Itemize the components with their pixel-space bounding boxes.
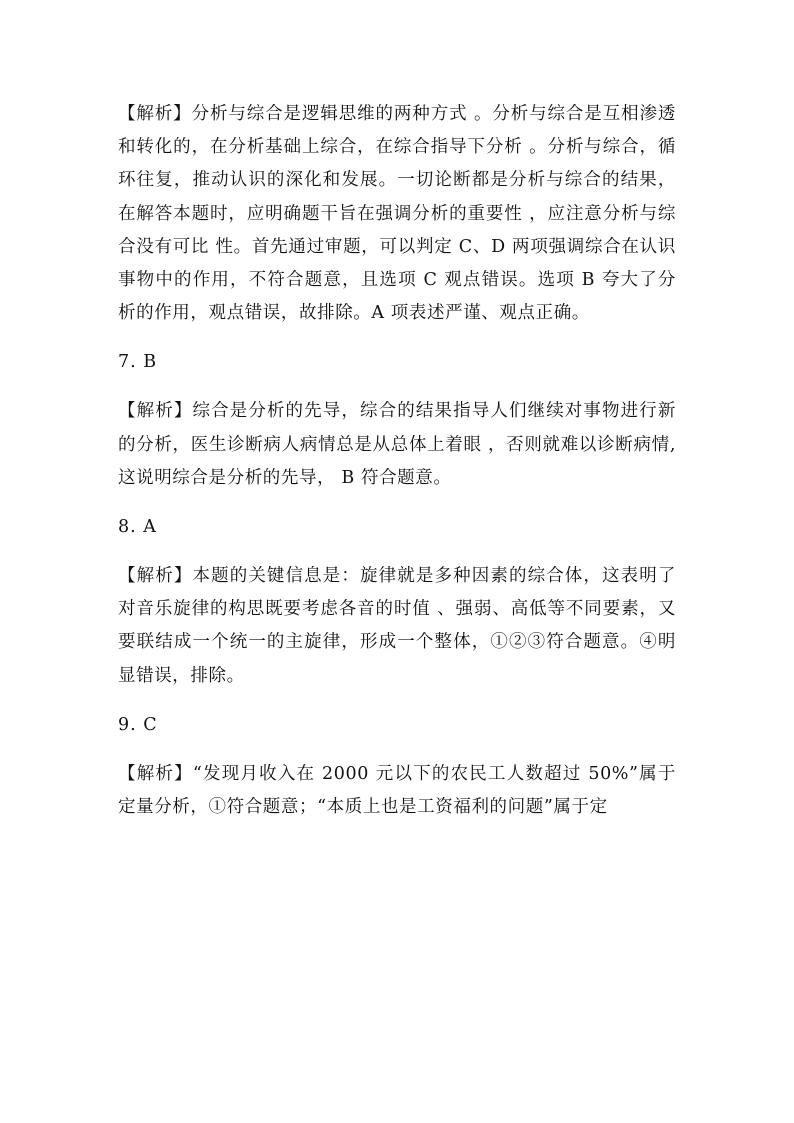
- analysis-paragraph-7: 【解析】综合是分析的先导，综合的结果指导人们继续对事物进行新的分析，医生诊断病人病情总是从总体上着眼 ，否则就难以诊断病情,这说明综合是分析的先导， B 符合题意。: [118, 401, 676, 488]
- answer-9: 9. C: [118, 714, 158, 735]
- answer-8: 8. A: [118, 517, 157, 538]
- analysis-paragraph-6: 【解析】分析与综合是逻辑思维的两种方式 。分析与综合是互相渗透和转化的，在分析基础上综合，在综合指导下分析 。分析与综合，循环往复，推动认识的深化和发展。一切论断都是分析与综合的结果，在解答本题时，应明确题干旨在强调分析的重要性 ，应注意分析与综合没有可比 性。首先通过审题，可以判定 C、D 两项强调综合在认识事物中的作用，不符合题意，且选项 C 观点错误。选项 B 夸大了分析的作用，观点错误，故排除。A 项表述严谨、观点正确。: [118, 104, 676, 324]
- analysis-paragraph-8: 【解析】本题的关键信息是：旋律就是多种因素的综合体，这表明了对音乐旋律的构思既要考虑各音的时值 、强弱、高低等不同要素，又要联结成一个统一的主旋律，形成一个整体，①②③符合题意。④明显错误，排除。: [118, 566, 676, 686]
- analysis-paragraph-9: 【解析】“发现月收入在 2000 元以下的农民工人数超过 50%”属于定量分析，①符合题意；“本质上也是工资福利的问题”属于定: [118, 763, 676, 818]
- answer-7: 7. B: [118, 352, 158, 373]
